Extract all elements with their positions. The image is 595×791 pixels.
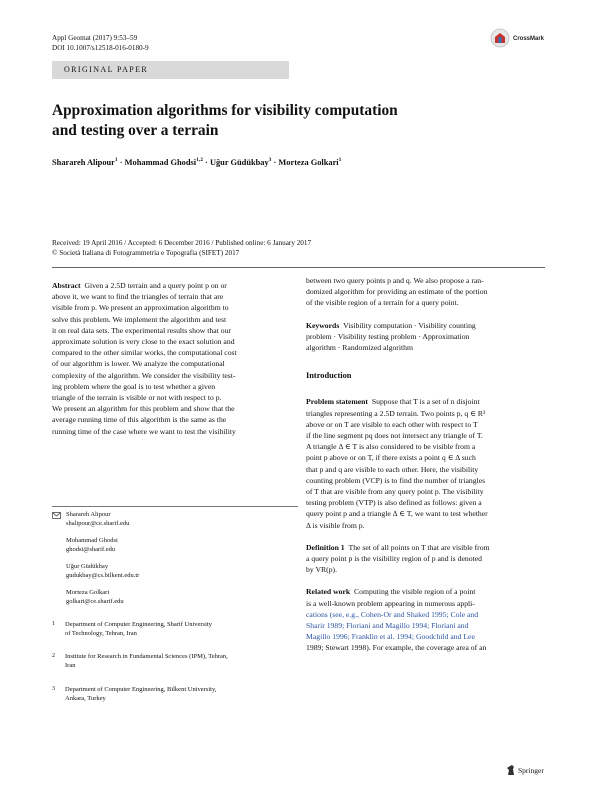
contact-name: Mohammad Ghodsi [66,537,118,544]
paragraph-line: Δ is visible from p. [306,520,365,530]
paragraph-line: a query point p is the visibility region of p and is denoted [306,554,482,564]
journal-citation [52,33,312,53]
abstract-line: compared to the other similar works, the computational cost [52,348,237,358]
contact-email[interactable]: gudukbay@cs.bilkent.edu.tr [66,572,140,579]
right-column [306,275,546,654]
abstract-line: ing problem where the goal is to test whether a given [52,381,216,391]
springer-horse-icon [506,764,516,776]
paragraph-line [306,586,546,597]
paragraph-text: Suppose that T is a set of n disjoint [371,397,480,407]
keywords-line: algorithm · Randomized algorithm [306,343,413,353]
paragraph-line[interactable]: Sharir 1989; Floriani and Magillo 1994; Floriani and [306,621,469,631]
author-name[interactable]: Uğur Güdükbay [209,157,269,167]
abstract-line: solve this problem. We implement the algorithm and test [52,314,227,324]
abstract-line: it on real data sets. The experimental results show that our [52,325,231,335]
paragraph-line: A triangle Δ ∈ T is also considered to be visible from a [306,442,476,452]
title-line-2: and testing over a terrain [52,121,219,139]
header-divider [52,267,545,268]
journal-line: Appl Geomat (2017) 9:53–59 [52,34,138,42]
envelope-icon [52,512,61,519]
abstract-line: triangle of the terrain is visible or not with respect to p. [52,393,222,403]
author-sup: 3 [268,157,272,163]
paragraph-line: if the line segment pq does not intersect any triangle of T. [306,431,483,441]
contact-email[interactable]: golkari@ce.sharif.edu [66,598,124,605]
contact-name: Uğur Güdükbay [66,563,109,570]
paragraph-line: counting problem (VCP) is to find the number of triangles [306,475,486,485]
paragraph-text: The set of all points on T that are visible from [348,542,490,552]
affiliation-number: 2 [52,653,55,659]
author-separator: · [117,157,125,167]
affiliation-line: Ankara, Turkey [65,695,106,702]
affiliation-line: of Technology, Tehran, Iran [65,630,137,637]
keywords-line [306,320,546,331]
abstract-line: between two query points p and q. We also propose a ran- [306,276,484,285]
contact-entry [66,510,286,528]
abstract-line [52,280,298,291]
article-type-banner [52,61,289,79]
affiliation-text [65,620,285,638]
contact-entry [66,536,286,554]
paragraph-line: testing problem (VTP) is also defined as follows: given a [306,498,482,508]
keywords-text: Visibility computation · Visibility counting [343,320,476,330]
affiliation-text [65,652,285,670]
affiliation-line: Iran [65,662,76,669]
contact-email[interactable]: shalipour@ce.sharif.edu [66,520,130,527]
abstract-line: average running time of this algorithm is the same as the [52,415,227,425]
affiliation-item [52,685,282,705]
keywords-line: problem · Visibility testing problem · Approximation [306,331,470,341]
paragraph-line[interactable]: cations (see, e.g., Cohen-Or and Shaked 1995; Cole and [306,609,479,619]
copyright-line: © Società Italiana di Fotogrammetria e Topografia (SIFET) 2017 [52,249,240,257]
author-name[interactable]: Mohammad Ghodsi [124,157,197,167]
footnote-divider [52,506,298,507]
abstract-line: visible from p. We present an approximation algorithm to [52,303,229,313]
section-heading-introduction: Introduction [306,371,352,381]
related-work-block [306,586,546,653]
author-name[interactable]: Morteza Golkari [278,157,339,167]
author-separator: · [271,157,279,167]
paragraph-line: above or on T are visible to each other with respect to T [306,419,478,429]
keywords-block [306,320,546,354]
contact-name: Sharareh Alipour [66,511,111,518]
corresponding-contacts [66,510,286,614]
keywords-heading: Keywords [306,320,340,330]
crossmark-icon [490,28,510,48]
doi-line[interactable]: DOI 10.1007/s12518-016-0180-9 [52,44,149,52]
dates-line: Received: 19 April 2016 / Accepted: 6 December 2016 / Published online: 6 January 2017 [52,239,312,247]
affiliation-text [65,685,285,703]
title-line-1: Approximation algorithms for visibility computation [52,102,398,119]
abstract-text: Given a 2.5D terrain and a query point p on or [84,281,227,290]
abstract-heading: Abstract [52,281,81,290]
paragraph-line [306,542,546,553]
contact-entry [66,588,286,606]
abstract-line: complexity of the algorithm. We consider the visibility test- [52,370,236,380]
abstract-line: above it, we want to find the triangles of terrain that are [52,292,224,302]
abstract-line: running time of the case where we want to test the visibility [52,426,236,436]
author-name[interactable]: Sharareh Alipour [52,157,115,167]
contact-email[interactable]: ghodsi@sharif.edu [66,546,116,553]
abstract-block [52,280,298,437]
publisher-logo [506,764,566,778]
author-sup: 1 [338,157,342,163]
crossmark-label: CrossMark [513,36,545,42]
abstract-line: domized algorithm for providing an estimate of the portion [306,287,488,297]
abstract-continued [306,275,546,309]
affiliation-number: 3 [52,686,55,692]
author-list [52,157,552,167]
affiliation-line: Department of Computer Engineering, Bilkent University, [65,686,217,693]
publisher-name: Springer [518,766,544,775]
abstract-line: of the visible region of a terrain for a query point. [306,298,459,308]
definition-block [306,542,546,576]
author-separator: · [202,157,210,167]
contact-name: Morteza Golkari [66,589,110,596]
paragraph-text: Computing the visible region of a point [354,587,476,597]
paragraph-line: point p above or on T, if there exists a point q ∈ Δ such [306,453,476,463]
paragraph-line: by VR(p). [306,565,338,575]
definition-heading: Definition 1 [306,542,345,552]
contact-entry [66,562,286,580]
problem-statement-heading: Problem statement [306,397,368,407]
paragraph-line[interactable]: Magillo 1996; Franklin et al. 1994; Goodchild and Lee [306,632,475,642]
paragraph-line [306,396,546,407]
affiliation-line: Department of Computer Engineering, Sharif University [65,621,212,628]
abstract-line: approximate solution is very close to the exact solution and [52,337,235,347]
crossmark-badge[interactable] [490,28,550,52]
affiliation-line: Institute for Research in Fundamental Sciences (IPM), Tehran, [65,653,228,660]
paragraph-line: triangles representing a 2.5D terrain. Two points p, q ∈ R³ [306,408,486,418]
paragraph-line: of T that are visible from any query point p. The visibility [306,487,484,497]
affiliation-number: 1 [52,621,55,627]
paragraph-line: that p and q are visible to each other. Here, the visibility [306,464,479,474]
abstract-line: of our algorithm is lower. We analyze the computational [52,359,225,369]
affiliation-item [52,652,282,672]
affiliation-item [52,620,282,640]
author-sup: 1 [114,157,118,163]
author-sup: 1,2 [196,157,203,163]
paper-title [52,101,472,140]
paragraph-line: 1989; Stewart 1998). For example, the coverage area of an [306,643,487,653]
abstract-line: We present an algorithm for this problem and show that the [52,404,235,414]
problem-statement-block [306,396,546,530]
paragraph-line: is a well-known problem appearing in numerous appli- [306,598,475,608]
article-type-label: ORIGINAL PAPER [64,65,149,74]
related-work-heading: Related work [306,587,351,597]
publication-history [52,238,552,258]
paragraph-line: query point p and a triangle Δ ∈ T, we want to test whether [306,509,488,519]
